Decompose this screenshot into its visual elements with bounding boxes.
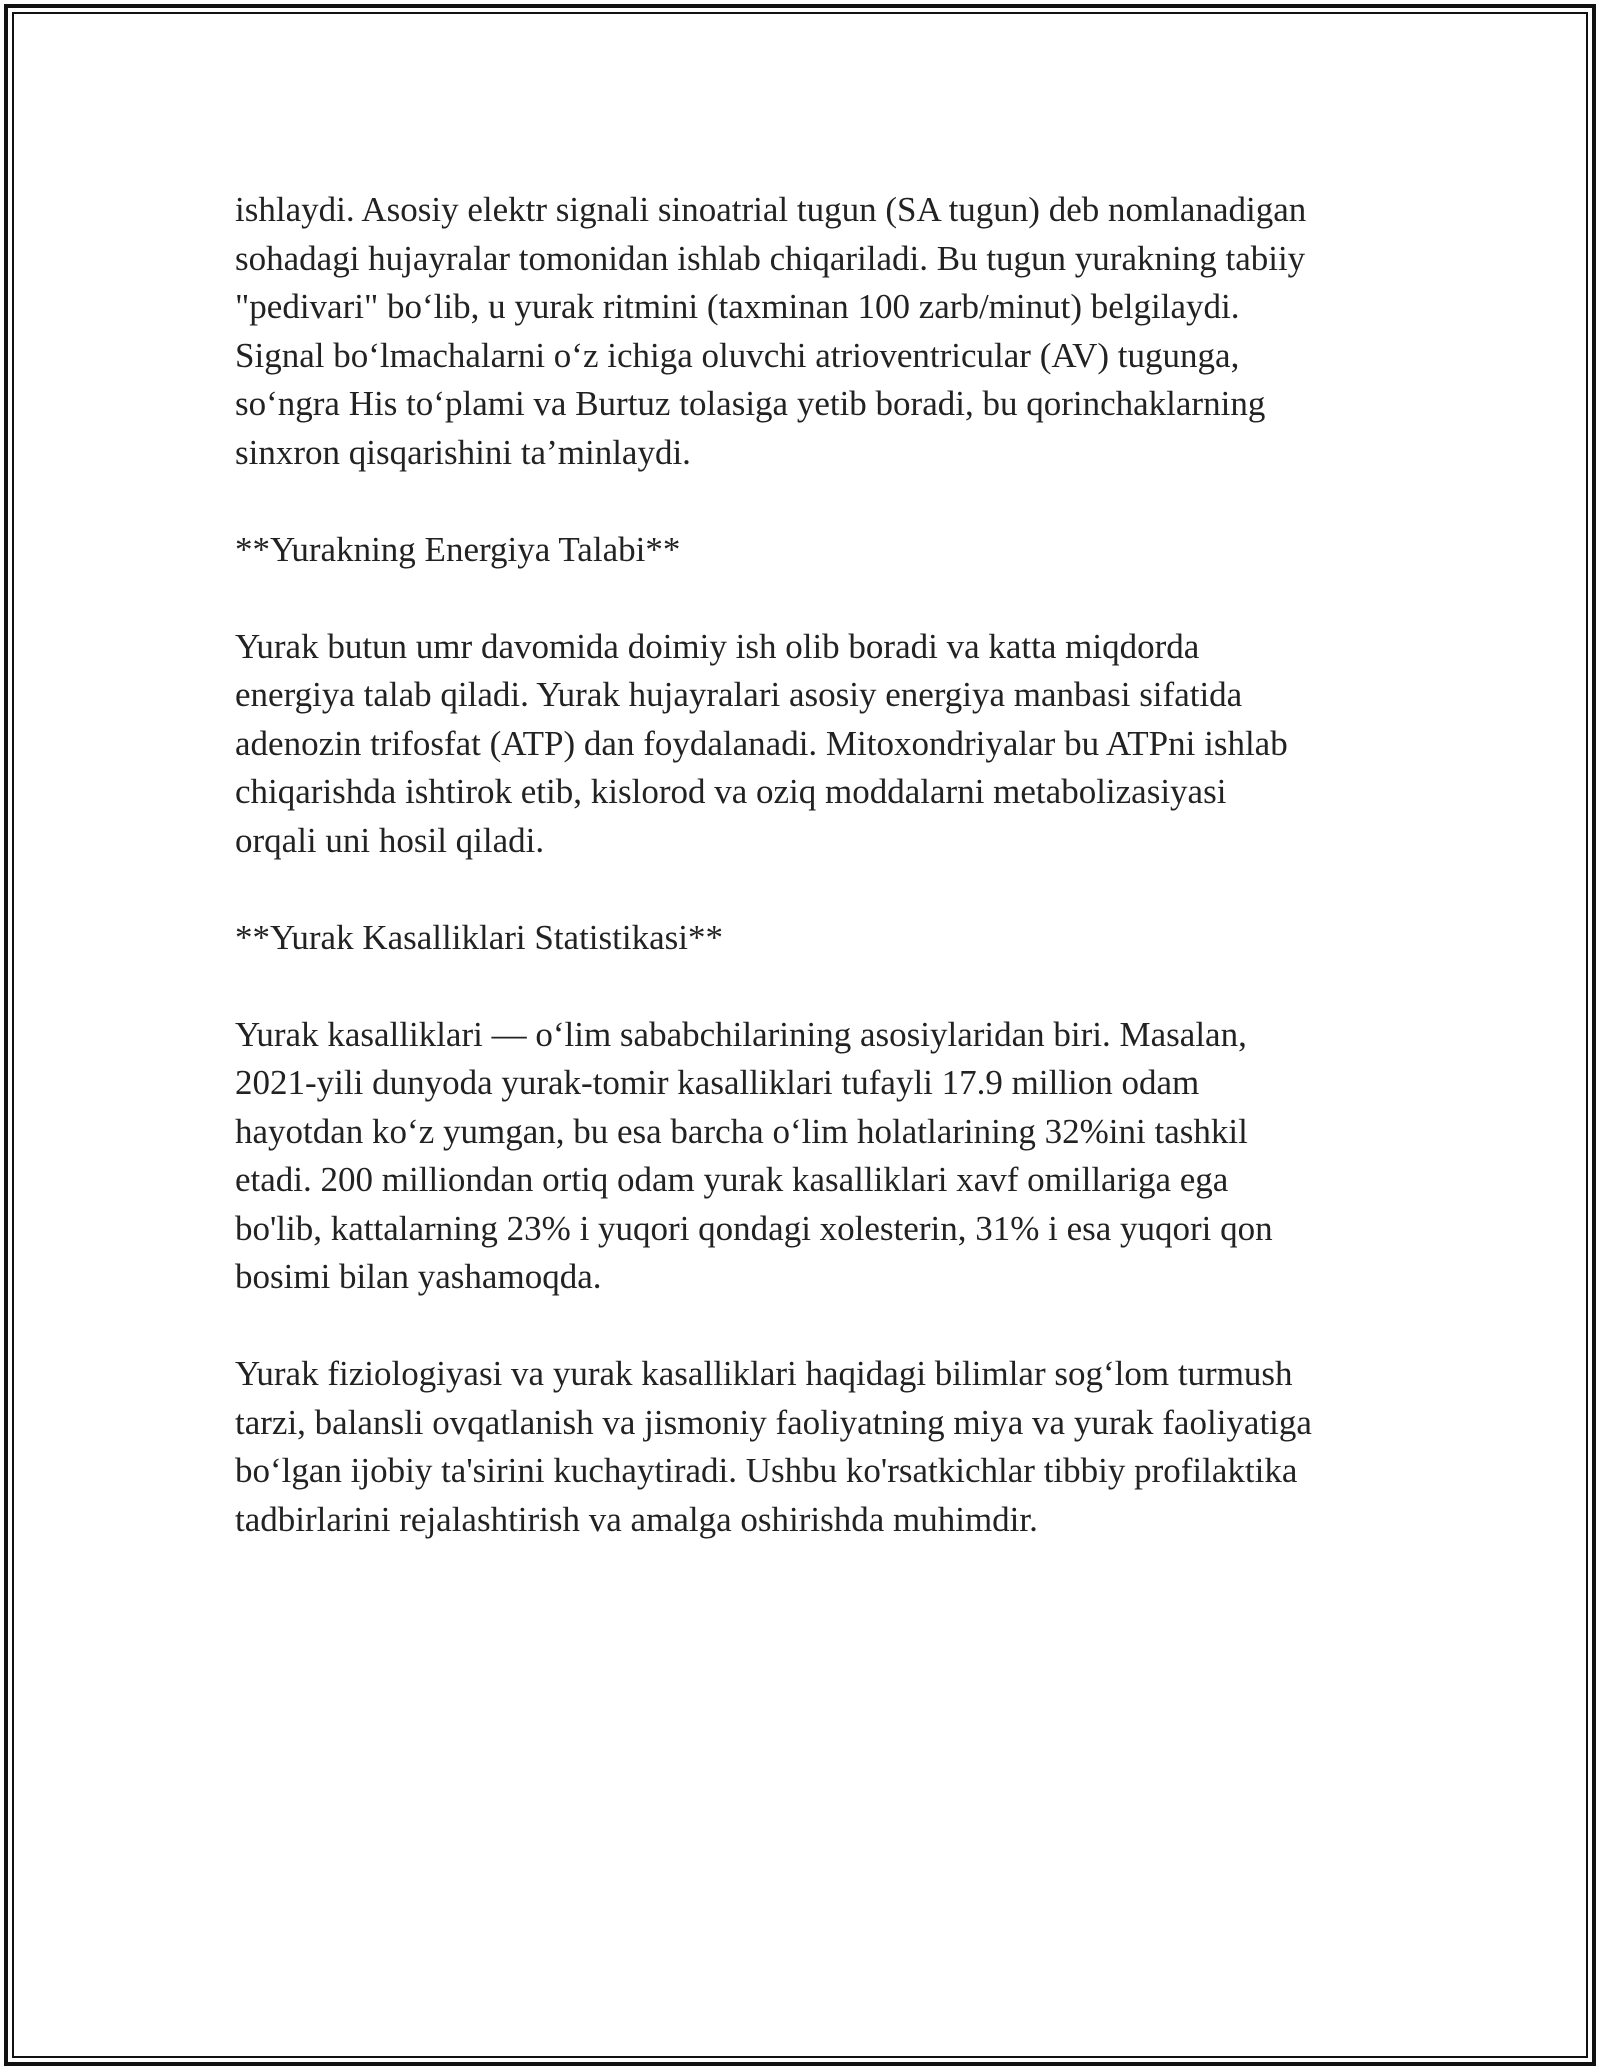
heading-disease-statistics: **Yurak Kasalliklari Statistikasi** xyxy=(235,917,723,957)
paragraph-energy-demand: Yurak butun umr davomida doimiy ish olib boradi va katta miqdorda energiya talab qiladi. Yurak hujayralari asosiy energiya manbasi sifatida adenozin trifosfat (ATP) dan foydalanadi. Mitoxondriyalar bu ATPni ishlab chiqarishda ishtirok etib, kislorod va oziq moddalarni metabolizasiyasi orqali uni hosil qiladi. xyxy=(235,626,1288,860)
heading-energy-demand: **Yurakning Energiya Talabi** xyxy=(235,529,681,569)
document-body xyxy=(235,186,1395,1593)
paragraph-conclusion: Yurak fiziologiyasi va yurak kasalliklari haqidagi bilimlar sog‘lom turmush tarzi, balansli ovqatlanish va jismoniy faoliyatning miya va yurak faoliyatiga bo‘lgan ijobiy ta'sirini kuchaytiradi. Ushbu ko'rsatkichlar tibbiy profilaktika tadbirlarini rejalashtirish va amalga oshirishda muhimdir. xyxy=(235,1354,1312,1539)
paragraph-disease-statistics: Yurak kasalliklari — o‘lim sababchilarining asosiylaridan biri. Masalan, 2021-yili dunyoda yurak-tomir kasalliklari tufayli 17.9 million odam hayotdan ko‘z yumgan, bu esa barcha o‘lim holatlarining 32%ini tashkil etadi. 200 milliondan ortiq odam yurak kasalliklari xavf omillariga ega bo'lib, kattalarning 23% i yuqori qondagi xolesterin, 31% i esa yuqori qon bosimi bilan yashamoqda. xyxy=(235,1014,1273,1296)
paragraph-sa-node-signal: ishlaydi. Asosiy elektr signali sinoatrial tugun (SA tugun) deb nomlanadigan sohadagi hujayralar tomonidan ishlab chiqariladi. Bu tugun yurakning tabiiy "pedivari" bo‘lib, u yurak ritmini (taxminan 100 zarb/minut) belgilaydi. Signal bo‘lmachalarni o‘z ichiga oluvchi atrioventricular (AV) tugunga, so‘ngra His to‘plami va Burtuz tolasiga yetib boradi, bu qorinchaklarning sinxron qisqarishini ta’minlaydi. xyxy=(235,190,1307,472)
